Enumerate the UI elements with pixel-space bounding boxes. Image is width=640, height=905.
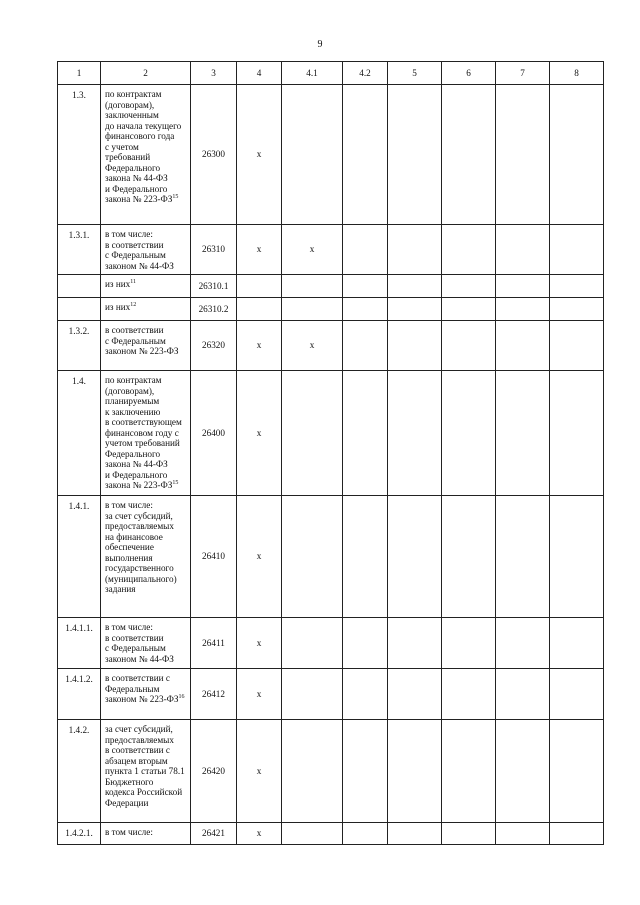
column-header: 7 xyxy=(496,62,550,85)
description-text: законом № 223-ФЗ xyxy=(105,346,179,356)
cell-col-7 xyxy=(496,275,550,298)
table-row xyxy=(58,669,604,720)
cell-col-7 xyxy=(496,496,550,618)
description-line xyxy=(105,735,187,746)
row-description xyxy=(101,321,191,371)
description-line xyxy=(105,673,187,684)
description-text: абзацем вторым xyxy=(105,755,168,766)
cell-col-8 xyxy=(550,496,604,618)
description-text: кодекса Российской xyxy=(105,787,183,797)
row-code: 26310.2 xyxy=(191,298,237,321)
description-text: предоставляемых xyxy=(105,521,174,531)
description-line xyxy=(105,643,187,654)
cell-col-6 xyxy=(442,720,496,823)
row-number xyxy=(58,298,101,321)
description-line xyxy=(105,142,187,153)
description-text: в соответствии xyxy=(105,632,164,643)
description-line xyxy=(105,438,187,449)
cell-col-4-1 xyxy=(282,618,343,669)
cell-col-8 xyxy=(550,85,604,225)
cell-col-4-1 xyxy=(282,275,343,298)
cell-col-4: x xyxy=(237,225,282,275)
cell-col-4-2 xyxy=(343,225,388,275)
row-number: 1.3.2. xyxy=(58,321,101,371)
description-text: планируемым xyxy=(105,396,160,406)
description-text: Федерального xyxy=(105,162,161,173)
cell-col-7 xyxy=(496,225,550,275)
description-text: до начала текущего xyxy=(105,120,182,131)
description-line xyxy=(105,336,187,347)
description-text: законом № 223-ФЗ xyxy=(105,694,179,704)
description-text: Федерального xyxy=(105,448,161,459)
description-text: (муниципального) xyxy=(105,573,177,584)
cell-col-8 xyxy=(550,321,604,371)
description-text: в соответствии xyxy=(105,325,164,335)
description-text: заключенным xyxy=(105,110,159,120)
row-number: 1.4.1. xyxy=(58,496,101,618)
description-line xyxy=(105,131,187,142)
footnote-ref: 16 xyxy=(178,693,185,700)
table-row xyxy=(58,321,604,371)
cell-col-8 xyxy=(550,618,604,669)
description-line xyxy=(105,542,187,553)
row-description xyxy=(101,371,191,496)
description-text: за счет субсидий, xyxy=(105,724,173,734)
description-line xyxy=(105,827,187,838)
description-line xyxy=(105,89,187,100)
cell-col-8 xyxy=(550,823,604,845)
table-row xyxy=(58,720,604,823)
cell-col-4-2 xyxy=(343,496,388,618)
cell-col-4 xyxy=(237,275,282,298)
cell-col-4-1 xyxy=(282,371,343,496)
description-line xyxy=(105,121,187,132)
description-text: финансового года xyxy=(105,131,175,141)
description-text: (договорам), xyxy=(105,385,155,396)
cell-col-4-1 xyxy=(282,823,343,845)
description-line xyxy=(105,449,187,460)
cell-col-6 xyxy=(442,298,496,321)
description-line xyxy=(105,250,187,261)
cell-col-7 xyxy=(496,618,550,669)
description-text: в соответствии xyxy=(105,239,164,250)
cell-col-4-2 xyxy=(343,669,388,720)
description-text: на финансовое xyxy=(105,531,163,542)
description-line xyxy=(105,777,187,788)
cell-col-5 xyxy=(388,298,442,321)
cell-col-4: x xyxy=(237,371,282,496)
cell-col-4-1 xyxy=(282,720,343,823)
cell-col-7 xyxy=(496,85,550,225)
description-text: к заключению xyxy=(105,406,161,417)
cell-col-4-1 xyxy=(282,85,343,225)
cell-col-6 xyxy=(442,618,496,669)
description-line xyxy=(105,553,187,564)
table-row xyxy=(58,225,604,275)
footnote-ref: 12 xyxy=(130,301,137,308)
cell-col-4: x xyxy=(237,85,282,225)
cell-col-5 xyxy=(388,225,442,275)
table-row xyxy=(58,275,604,298)
description-line xyxy=(105,756,187,767)
cell-col-5 xyxy=(388,275,442,298)
description-line xyxy=(105,459,187,470)
description-line xyxy=(105,428,187,439)
cell-col-4-2 xyxy=(343,823,388,845)
cell-col-7 xyxy=(496,720,550,823)
table-row xyxy=(58,496,604,618)
description-line xyxy=(105,194,187,205)
column-header: 4 xyxy=(237,62,282,85)
cell-col-7 xyxy=(496,669,550,720)
cell-col-6 xyxy=(442,371,496,496)
description-text: в том числе: xyxy=(105,500,153,510)
table-row xyxy=(58,298,604,321)
footnote-ref: 15 xyxy=(172,193,179,200)
description-line xyxy=(105,407,187,418)
cell-col-4: x xyxy=(237,618,282,669)
column-header: 3 xyxy=(191,62,237,85)
description-text: учетом требований xyxy=(105,438,180,448)
description-line xyxy=(105,622,187,633)
description-line xyxy=(105,584,187,595)
description-text: в соответствующем xyxy=(105,417,182,427)
cell-col-4: x xyxy=(237,321,282,371)
row-number: 1.4.2. xyxy=(58,720,101,823)
cell-col-4-1: x xyxy=(282,321,343,371)
cell-col-7 xyxy=(496,321,550,371)
description-line xyxy=(105,480,187,491)
description-text: в соответствии с xyxy=(105,745,170,755)
table-row xyxy=(58,371,604,496)
cell-col-8 xyxy=(550,720,604,823)
cell-col-8 xyxy=(550,669,604,720)
table-row xyxy=(58,85,604,225)
description-line xyxy=(105,163,187,174)
description-line xyxy=(105,184,187,195)
description-text: в том числе: xyxy=(105,622,153,632)
description-text: Федерации xyxy=(105,797,149,808)
cell-col-4: x xyxy=(237,669,282,720)
cell-col-4-2 xyxy=(343,321,388,371)
description-line xyxy=(105,396,187,407)
description-line xyxy=(105,386,187,397)
description-line xyxy=(105,346,187,357)
column-header: 4.1 xyxy=(282,62,343,85)
row-code: 26320 xyxy=(191,321,237,371)
description-text: закона № 44-ФЗ xyxy=(105,173,168,183)
description-text: в том числе: xyxy=(105,229,153,239)
description-line xyxy=(105,302,187,313)
cell-col-6 xyxy=(442,321,496,371)
description-text: с Федеральным xyxy=(105,250,166,260)
description-text: обеспечение xyxy=(105,542,154,552)
cell-col-4: x xyxy=(237,823,282,845)
description-line xyxy=(105,100,187,111)
row-description xyxy=(101,720,191,823)
row-code: 26300 xyxy=(191,85,237,225)
row-code: 26421 xyxy=(191,823,237,845)
description-line xyxy=(105,500,187,511)
description-line xyxy=(105,279,187,290)
description-line xyxy=(105,724,187,735)
description-line xyxy=(105,521,187,532)
description-text: пункта 1 статьи 78.1 xyxy=(105,766,185,776)
row-number: 1.3.1. xyxy=(58,225,101,275)
description-line xyxy=(105,766,187,777)
column-header: 1 xyxy=(58,62,101,85)
description-text: закона № 223-ФЗ xyxy=(105,480,173,490)
cell-col-4-1 xyxy=(282,298,343,321)
column-header: 8 xyxy=(550,62,604,85)
description-line xyxy=(105,511,187,522)
description-text: финансовом году с xyxy=(105,427,179,438)
row-description xyxy=(101,85,191,225)
cell-col-5 xyxy=(388,321,442,371)
description-text: с учетом xyxy=(105,141,139,152)
row-number: 1.4.1.1. xyxy=(58,618,101,669)
description-line xyxy=(105,798,187,809)
cell-col-8 xyxy=(550,298,604,321)
column-header: 4.2 xyxy=(343,62,388,85)
cell-col-4-2 xyxy=(343,85,388,225)
description-text: с Федеральным xyxy=(105,643,166,653)
description-line xyxy=(105,110,187,121)
row-code: 26420 xyxy=(191,720,237,823)
cell-col-8 xyxy=(550,225,604,275)
row-code: 26400 xyxy=(191,371,237,496)
description-text: и Федерального xyxy=(105,183,168,194)
table-row xyxy=(58,823,604,845)
description-line xyxy=(105,152,187,163)
table-body xyxy=(58,62,604,845)
description-text: предоставляемых xyxy=(105,734,174,745)
description-text: закона № 44-ФЗ xyxy=(105,459,168,469)
cell-col-4-1 xyxy=(282,669,343,720)
description-text: и Федерального xyxy=(105,469,168,480)
row-description xyxy=(101,618,191,669)
page-number: 9 xyxy=(317,39,323,50)
description-text: по контрактам xyxy=(105,375,162,385)
description-text: задания xyxy=(105,584,136,594)
cell-col-5 xyxy=(388,618,442,669)
row-description xyxy=(101,823,191,845)
row-number: 1.4.2.1. xyxy=(58,823,101,845)
cell-col-6 xyxy=(442,496,496,618)
description-line xyxy=(105,532,187,543)
cell-col-6 xyxy=(442,275,496,298)
description-text: требований xyxy=(105,152,151,162)
row-number: 1.3. xyxy=(58,85,101,225)
row-code: 26410 xyxy=(191,496,237,618)
description-text: Бюджетного xyxy=(105,776,154,787)
column-header: 5 xyxy=(388,62,442,85)
description-line xyxy=(105,787,187,798)
description-line xyxy=(105,417,187,428)
description-line xyxy=(105,240,187,251)
description-text: государственного xyxy=(105,563,174,573)
description-text: (договорам), xyxy=(105,99,155,110)
cell-col-7 xyxy=(496,823,550,845)
row-description xyxy=(101,669,191,720)
row-description xyxy=(101,275,191,298)
description-line xyxy=(105,173,187,184)
cell-col-8 xyxy=(550,371,604,496)
cell-col-4-2 xyxy=(343,618,388,669)
cell-col-4-2 xyxy=(343,720,388,823)
cell-col-7 xyxy=(496,298,550,321)
cell-col-4-1: x xyxy=(282,225,343,275)
cell-col-6 xyxy=(442,823,496,845)
description-line xyxy=(105,229,187,240)
row-description xyxy=(101,298,191,321)
description-line xyxy=(105,694,187,705)
footnote-ref: 11 xyxy=(130,278,137,285)
column-header: 2 xyxy=(101,62,191,85)
row-code: 26310 xyxy=(191,225,237,275)
description-line xyxy=(105,261,187,272)
cell-col-5 xyxy=(388,720,442,823)
column-header: 6 xyxy=(442,62,496,85)
cell-col-4-2 xyxy=(343,371,388,496)
row-number: 1.4.1.2. xyxy=(58,669,101,720)
cell-col-7 xyxy=(496,371,550,496)
row-code: 26310.1 xyxy=(191,275,237,298)
description-line xyxy=(105,375,187,386)
cell-col-4 xyxy=(237,298,282,321)
description-text: законом № 44-ФЗ xyxy=(105,260,174,271)
cell-col-5 xyxy=(388,823,442,845)
description-text: с Федеральным xyxy=(105,335,166,346)
description-text: из них xyxy=(105,279,131,289)
description-text: выполнения xyxy=(105,552,153,563)
description-line xyxy=(105,470,187,481)
row-number xyxy=(58,275,101,298)
cell-col-5 xyxy=(388,371,442,496)
cell-col-6 xyxy=(442,225,496,275)
footnote-ref: 15 xyxy=(172,479,179,486)
cell-col-4-2 xyxy=(343,298,388,321)
cell-col-6 xyxy=(442,85,496,225)
description-line xyxy=(105,574,187,585)
description-text: в том числе: xyxy=(105,827,153,837)
cell-col-5 xyxy=(388,669,442,720)
cell-col-8 xyxy=(550,275,604,298)
report-table xyxy=(57,61,604,845)
row-description xyxy=(101,225,191,275)
cell-col-4-2 xyxy=(343,275,388,298)
description-line xyxy=(105,654,187,665)
description-line xyxy=(105,563,187,574)
description-line xyxy=(105,745,187,756)
description-line xyxy=(105,684,187,695)
cell-col-4-1 xyxy=(282,496,343,618)
description-text: по контрактам xyxy=(105,89,162,99)
description-text: законом № 44-ФЗ xyxy=(105,653,174,664)
cell-col-4: x xyxy=(237,720,282,823)
cell-col-6 xyxy=(442,669,496,720)
description-text: из них xyxy=(105,302,131,312)
cell-col-5 xyxy=(388,496,442,618)
description-line xyxy=(105,325,187,336)
row-number: 1.4. xyxy=(58,371,101,496)
row-description xyxy=(101,496,191,618)
description-line xyxy=(105,633,187,644)
description-text: закона № 223-ФЗ xyxy=(105,194,173,204)
cell-col-5 xyxy=(388,85,442,225)
header-row xyxy=(58,62,604,85)
description-text: в соответствии с xyxy=(105,673,170,683)
table-row xyxy=(58,618,604,669)
row-code: 26412 xyxy=(191,669,237,720)
cell-col-4: x xyxy=(237,496,282,618)
row-code: 26411 xyxy=(191,618,237,669)
description-text: Федеральным xyxy=(105,683,160,694)
description-text: за счет субсидий, xyxy=(105,510,173,521)
